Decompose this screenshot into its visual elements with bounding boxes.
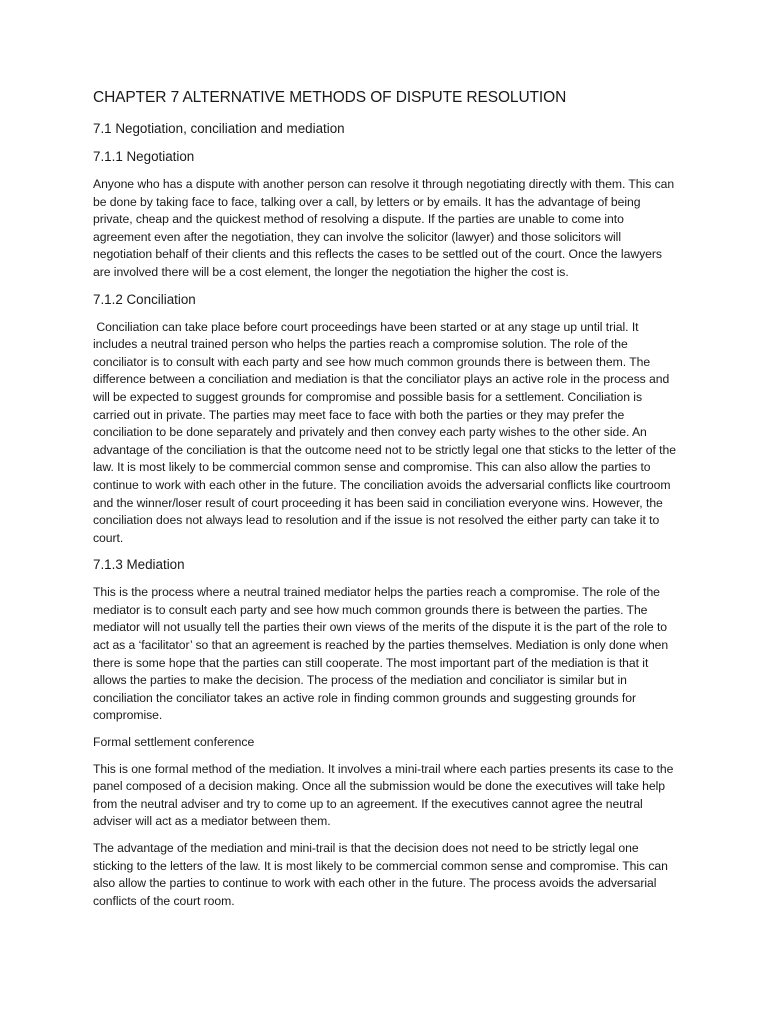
paragraph-mediation: This is the process where a neutral trained mediator helps the parties reach a compromise. The role of the mediator is to consult each party and see how much common grounds there is between the parties. The mediator will not usually tell the parties their own views of the merits of the dispute it is the part of the role to act as a ‘facilitator’ so that an agreement is reached by the parties themselves. Mediation is only done when there is some hope that the parties can still cooperate. The most important part of the mediation is that it allows the parties to make the decision. The process of the mediation and conciliator is similar but in conciliation the conciliator takes an active role in finding common grounds and suggesting grounds for compromise. [93, 585, 669, 723]
section-heading-7-1: 7.1 Negotiation, conciliation and mediation [93, 121, 345, 136]
paragraph-conciliation: Conciliation can take place before court proceedings have been started or at any stage up until trial. It includes a neutral trained person who helps the parties reach a compromise solution. The role of the conciliator is to consult with each party and see how much common grounds there is between them. The difference between a conciliation and mediation is that the conciliator plays an active role in the process and will be expected to suggest grounds for compromise and possible basis for a settlement. Conciliation is carried out in private. The parties may meet face to face with both the parties or they may prefer the conciliation to be done separately and privately and then convey each party wishes to the other side. An advantage of the conciliation is that the outcome need not to be strictly legal one that sticks to the letter of the law. It is most likely to be commercial common sense and compromise. This can also allow the parties to continue to work with each other in the future. The conciliation avoids the adversarial conflicts like courtroom and the winner/loser result of court proceeding it has been said in conciliation everyone wins. However, the conciliation does not always lead to resolution and if the issue is not resolved the either party can take it to court. [93, 319, 680, 545]
paragraph-advantage: The advantage of the mediation and mini-trail is that the decision does not need to be strictly legal one sticking to the letters of the law. It is most likely to be commercial common sense and compromise. This can also allow the parties to continue to work with each other in the future. The process avoids the adversarial conflicts of the court room. [93, 841, 668, 908]
paragraph-negotiation: Anyone who has a dispute with another person can resolve it through negotiating directly with them. This can be done by taking face to face, talking over a call, by letters or by emails. It has the advantage of being private, cheap and the quickest method of resolving a dispute. If the parties are unable to come into agreement even after the negotiation, they can involve the solicitor (lawyer) and those solicitors will negotiation behalf of their clients and this reflects the cases to be settled out of the court. Once the lawyers are involved there will be a cost element, the longer the negotiation the higher the cost is. [93, 177, 675, 279]
section-heading-7-1-1: 7.1.1 Negotiation [93, 149, 195, 164]
section-heading-7-1-2: 7.1.2 Conciliation [93, 291, 196, 307]
chapter-title: CHAPTER 7 ALTERNATIVE METHODS OF DISPUTE RESOLUTION [93, 89, 567, 106]
paragraph-formal-settlement: This is one formal method of the mediation. It involves a mini-trail where each parties presents its case to the panel composed of a decision making. Once all the submission would be done the executives will take help from the neutral adviser and try to come up to an agreement. If the executives cannot agree the neutral adviser will act as a mediator between them. [93, 761, 674, 829]
document-page [93, 88, 680, 919]
section-heading-7-1-3: 7.1.3 Mediation [93, 557, 185, 573]
subheading-formal-settlement: Formal settlement conference [93, 735, 255, 750]
